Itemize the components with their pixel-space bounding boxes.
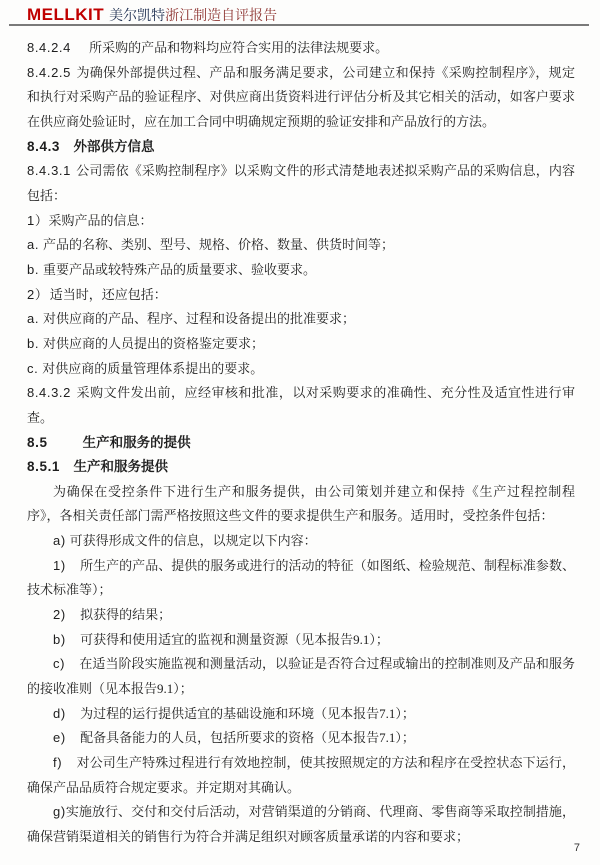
paragraph-text: 实施放行、交付和交付后活动，对营销渠道的分销商、代理商、零售商等采取控制措施，确保营销渠道相关的销售行为符合并满足组织对顾客质量承诺的内容和要求； xyxy=(27,804,575,844)
section-number: 8.4.3.2 xyxy=(27,385,71,401)
paragraph xyxy=(27,36,575,61)
paragraph xyxy=(27,480,575,529)
section-number: b) xyxy=(53,631,66,647)
paragraph-text: 采购文件发出前，应经审核和批准，以对采购要求的准确性、充分性及适宜性进行审查。 xyxy=(27,385,575,425)
paragraph-text: 为确保在受控条件下进行生产和服务提供，由公司策划并建立和保持《生产过程控制程序》，各相关责任部门需严格按照这些文件的要求提供生产和服务。适用时，受控条件包括： xyxy=(27,483,575,524)
paragraph xyxy=(27,283,575,308)
section-number: 8.4.2.5 xyxy=(27,64,71,80)
paragraph-text: 对公司生产特殊过程进行有效地控制，使其按照规定的方法和程序在受控状态下运行，确保产品品质符合规定要求。并定期对其确认。 xyxy=(27,755,575,795)
paragraph xyxy=(27,233,575,258)
section-number: 1) xyxy=(53,557,66,573)
section-number: a. xyxy=(27,311,40,327)
section-number: f) xyxy=(53,755,63,771)
section-number: e) xyxy=(53,730,66,746)
paragraph-text: 可获得形成文件的信息，以规定以下内容： xyxy=(69,533,317,549)
paragraph-text: 采购产品的信息： xyxy=(48,212,153,228)
section-number: 2) xyxy=(53,607,66,623)
paragraph xyxy=(27,209,575,234)
paragraph xyxy=(27,751,575,800)
paragraph xyxy=(27,61,575,135)
section-number: a) xyxy=(53,533,66,549)
header-company-name: 美尔凯特 xyxy=(109,9,166,24)
paragraph-text: 生产和服务的提供 xyxy=(82,434,191,450)
paragraph-text: 生产和服务提供 xyxy=(73,459,169,475)
paragraph-text: 外部供方信息 xyxy=(73,138,155,154)
paragraph-text: 可获得和使用适宜的监视和测量资源（见本报告9.1）； xyxy=(80,631,389,647)
paragraph-text: 公司需依《采购控制程序》以采购文件的形式清楚地表述拟采购产品的采购信息，内容包括： xyxy=(27,163,575,203)
paragraph xyxy=(27,159,575,208)
header-report-title: 浙江制造自评报告 xyxy=(165,9,278,24)
section-number: d) xyxy=(53,705,66,721)
paragraph xyxy=(27,800,575,849)
paragraph xyxy=(27,455,575,480)
page-number: 7 xyxy=(573,842,580,854)
document-body xyxy=(27,36,575,850)
section-number: 2） xyxy=(27,286,49,302)
section-number: a. xyxy=(27,237,40,253)
section-number: 8.4.2.4 xyxy=(27,40,71,55)
section-number: c) xyxy=(53,656,66,672)
paragraph-text: 为确保外部提供过程、产品和服务满足要求，公司建立和保持《采购控制程序》，规定和执行对采购产品的验证程序、对供应商出货资料进行评估分析及其它相关的活动，如客户要求在供应商处验证时，应在加工合同中明确规定预期的验证安排和产品放行的方法。 xyxy=(27,64,575,129)
header-divider xyxy=(9,24,589,26)
paragraph-text: 对供应商的质量管理体系提出的要求。 xyxy=(42,360,264,376)
section-number: 8.4.3 xyxy=(27,138,61,154)
paragraph xyxy=(27,332,575,357)
paragraph xyxy=(27,357,575,382)
paragraph xyxy=(27,554,575,603)
paragraph xyxy=(27,529,575,554)
paragraph-text: 配备具备能力的人员，包括所要求的资格（见本报告7.1）； xyxy=(80,730,415,746)
paragraph xyxy=(27,135,575,160)
paragraph xyxy=(27,652,575,701)
paragraph-text: 所采购的产品和物料均应符合实用的法律法规要求。 xyxy=(89,40,389,55)
paragraph-text: 所生产的产品、提供的服务或进行的活动的特征（如图纸、检验规范、制程标准参数、技术标准等）； xyxy=(27,557,575,598)
section-number: 1） xyxy=(27,212,49,228)
section-number: b. xyxy=(27,335,40,351)
paragraph xyxy=(27,307,575,332)
section-number: 8.5 xyxy=(27,434,48,450)
section-number: 8.5.1 xyxy=(27,459,61,475)
paragraph-text: 拟获得的结果； xyxy=(80,607,172,623)
paragraph xyxy=(27,628,575,653)
paragraph-text: 产品的名称、类别、型号、规格、价格、数量、供货时间等； xyxy=(42,237,394,253)
paragraph xyxy=(27,603,575,628)
paragraph-text: 对供应商的人员提出的资格鉴定要求； xyxy=(42,335,264,351)
brand-logo-text: MELLKIT xyxy=(27,5,105,24)
section-number: g) xyxy=(53,804,66,820)
paragraph xyxy=(27,702,575,727)
paragraph-text: 为过程的运行提供适宜的基础设施和环境（见本报告7.1）； xyxy=(80,705,415,721)
paragraph xyxy=(27,431,575,456)
paragraph xyxy=(27,258,575,283)
section-number: b. xyxy=(27,261,40,277)
paragraph xyxy=(27,726,575,751)
page-header xyxy=(27,5,589,25)
paragraph-text: 重要产品或较特殊产品的质量要求、验收要求。 xyxy=(42,261,316,277)
paragraph-text: 在适当阶段实施监视和测量活动，以验证是否符合过程或输出的控制准则及产品和服务的接收准则（见本报告9.1）； xyxy=(27,656,575,697)
section-number: c. xyxy=(27,360,39,376)
paragraph-text: 适当时，还应包括： xyxy=(49,286,167,302)
paragraph-text: 对供应商的产品、程序、过程和设备提出的批准要求； xyxy=(42,311,355,327)
section-number: 8.4.3.1 xyxy=(27,163,71,179)
paragraph xyxy=(27,381,575,430)
